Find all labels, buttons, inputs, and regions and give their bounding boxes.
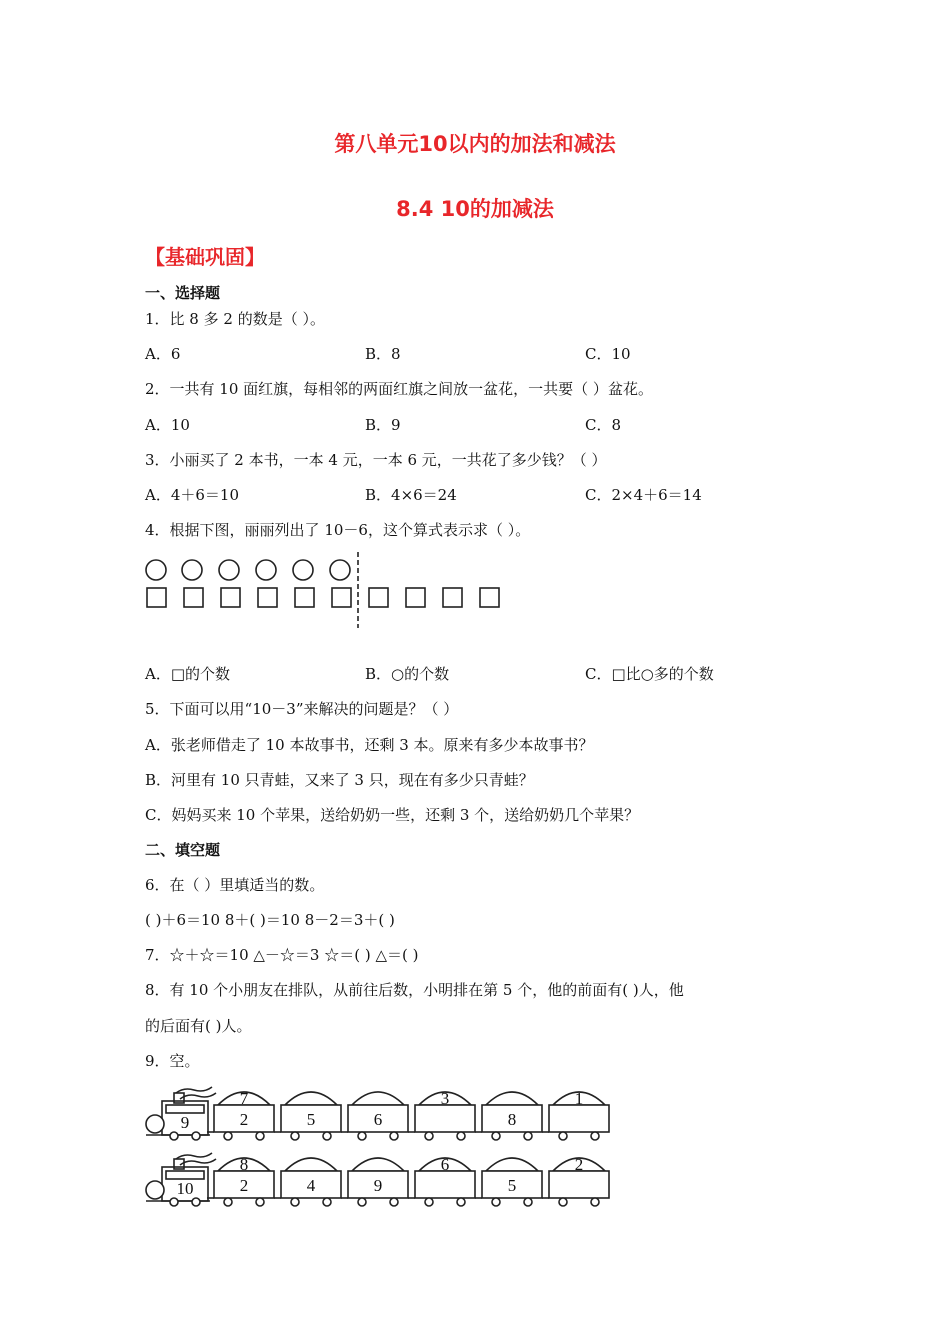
engine: [146, 1087, 216, 1140]
train-car: [207, 1089, 274, 1140]
train-car: [341, 1158, 408, 1206]
q2-option-a: A．10: [145, 416, 190, 434]
page-title: 第八单元10以内的加法和减法: [334, 132, 616, 156]
engine-number: 10: [176, 1179, 194, 1198]
train-car: [542, 1089, 609, 1140]
car-bottom-number: 2: [239, 1110, 249, 1129]
smoke: [180, 1093, 216, 1099]
q3-stem: 3．小丽买了 2 本书，一本 4 元，一本 6 元，一共花了多少钱？（ ）: [145, 451, 607, 469]
square-shape: [332, 588, 351, 607]
car-bottom-number: 4: [306, 1176, 316, 1195]
q5-stem: 5．下面可以用“10－3”来解决的问题是？（ ）: [145, 700, 459, 718]
circle-shape: [146, 560, 166, 580]
car-bottom-number: 5: [507, 1176, 517, 1195]
q7-equations: 7．☆＋☆＝10 △－☆＝3 ☆＝( ) △＝( ): [145, 946, 419, 964]
car-bottom-number: 5: [306, 1110, 316, 1129]
smoke: [180, 1159, 216, 1165]
q8-line1: 8．有 10 个小朋友在排队，从前往后数，小明排在第 5 个，他的前面有( )人，他: [145, 981, 684, 999]
train-car: [207, 1155, 274, 1206]
car-bottom-number: 2: [239, 1176, 249, 1195]
car-top-number: 2: [574, 1155, 584, 1174]
q2-option-b: B．9: [365, 416, 401, 434]
train-car: [408, 1089, 475, 1140]
square-shape: [295, 588, 314, 607]
car-bottom-number: 9: [373, 1176, 383, 1195]
car-top-number: 1: [574, 1089, 584, 1108]
square-shape: [184, 588, 203, 607]
smoke: [176, 1153, 212, 1159]
part1-heading: 一、选择题: [145, 284, 221, 302]
q2-stem: 2．一共有 10 面红旗，每相邻的两面红旗之间放一盆花，一共要（ ）盆花。: [145, 380, 653, 398]
q4-option-b: B．○的个数: [365, 665, 450, 683]
q4-option-c: C．□比○多的个数: [585, 665, 714, 683]
q6-equations: ( )＋6＝10 8＋( )＝10 8－2＝3＋( ): [145, 911, 395, 929]
q5-option-c: C．妈妈买来 10 个苹果，送给奶奶一些，还剩 3 个，送给奶奶几个苹果？: [145, 806, 640, 824]
train-car: [341, 1092, 408, 1140]
train-car: [475, 1092, 542, 1140]
car-top-number: 3: [440, 1089, 450, 1108]
train-car: [408, 1155, 475, 1206]
q5-option-a: A．张老师借走了 10 本故事书，还剩 3 本。原来有多少本故事书？: [145, 736, 594, 754]
q4-stem: 4．根据下图，丽丽列出了 10－6，这个算式表示求（ ）。: [145, 521, 531, 539]
part2-heading: 二、填空题: [145, 841, 221, 859]
square-shape: [258, 588, 277, 607]
train-car: [274, 1092, 341, 1140]
q2-option-c: C．8: [585, 416, 622, 434]
engine: [146, 1153, 216, 1206]
square-shape: [147, 588, 166, 607]
shapes-figure: [140, 550, 520, 630]
smoke: [176, 1087, 212, 1093]
circle-shape: [256, 560, 276, 580]
square-shape: [480, 588, 499, 607]
train-figure: [140, 1085, 620, 1215]
section-label: 【基础巩固】: [145, 245, 265, 269]
circle-shape: [219, 560, 239, 580]
q9-stem: 9．空。: [145, 1052, 200, 1070]
square-shape: [443, 588, 462, 607]
q3-option-c: C．2×4＋6＝14: [585, 486, 702, 504]
q1-option-c: C．10: [585, 345, 631, 363]
q1-stem: 1．比 8 多 2 的数是（ ）。: [145, 310, 325, 328]
train-row: [146, 1087, 609, 1140]
lesson-title: 8.4 10的加减法: [396, 197, 554, 221]
car-bottom-number: 8: [507, 1110, 517, 1129]
train-car: [542, 1155, 609, 1206]
q6-stem: 6．在（ ）里填适当的数。: [145, 876, 325, 894]
q4-option-a: A．□的个数: [145, 665, 231, 683]
circle-shape: [182, 560, 202, 580]
square-shape: [406, 588, 425, 607]
train-car: [475, 1158, 542, 1206]
q1-option-b: B．8: [365, 345, 401, 363]
q3-option-b: B．4×6＝24: [365, 486, 457, 504]
q3-option-a: A．4＋6＝10: [145, 486, 240, 504]
car-top-number: 7: [239, 1089, 249, 1108]
square-shape: [369, 588, 388, 607]
train-row: [146, 1153, 609, 1206]
car-top-number: 6: [440, 1155, 450, 1174]
circle-shape: [330, 560, 350, 580]
circle-shape: [293, 560, 313, 580]
engine-number: 9: [180, 1113, 190, 1132]
car-bottom-number: 6: [373, 1110, 383, 1129]
q1-option-a: A．6: [145, 345, 181, 363]
square-shape: [221, 588, 240, 607]
car-top-number: 8: [239, 1155, 249, 1174]
q5-option-b: B．河里有 10 只青蛙，又来了 3 只，现在有多少只青蛙？: [145, 771, 534, 789]
q8-line2: 的后面有( )人。: [145, 1017, 252, 1035]
train-car: [274, 1158, 341, 1206]
